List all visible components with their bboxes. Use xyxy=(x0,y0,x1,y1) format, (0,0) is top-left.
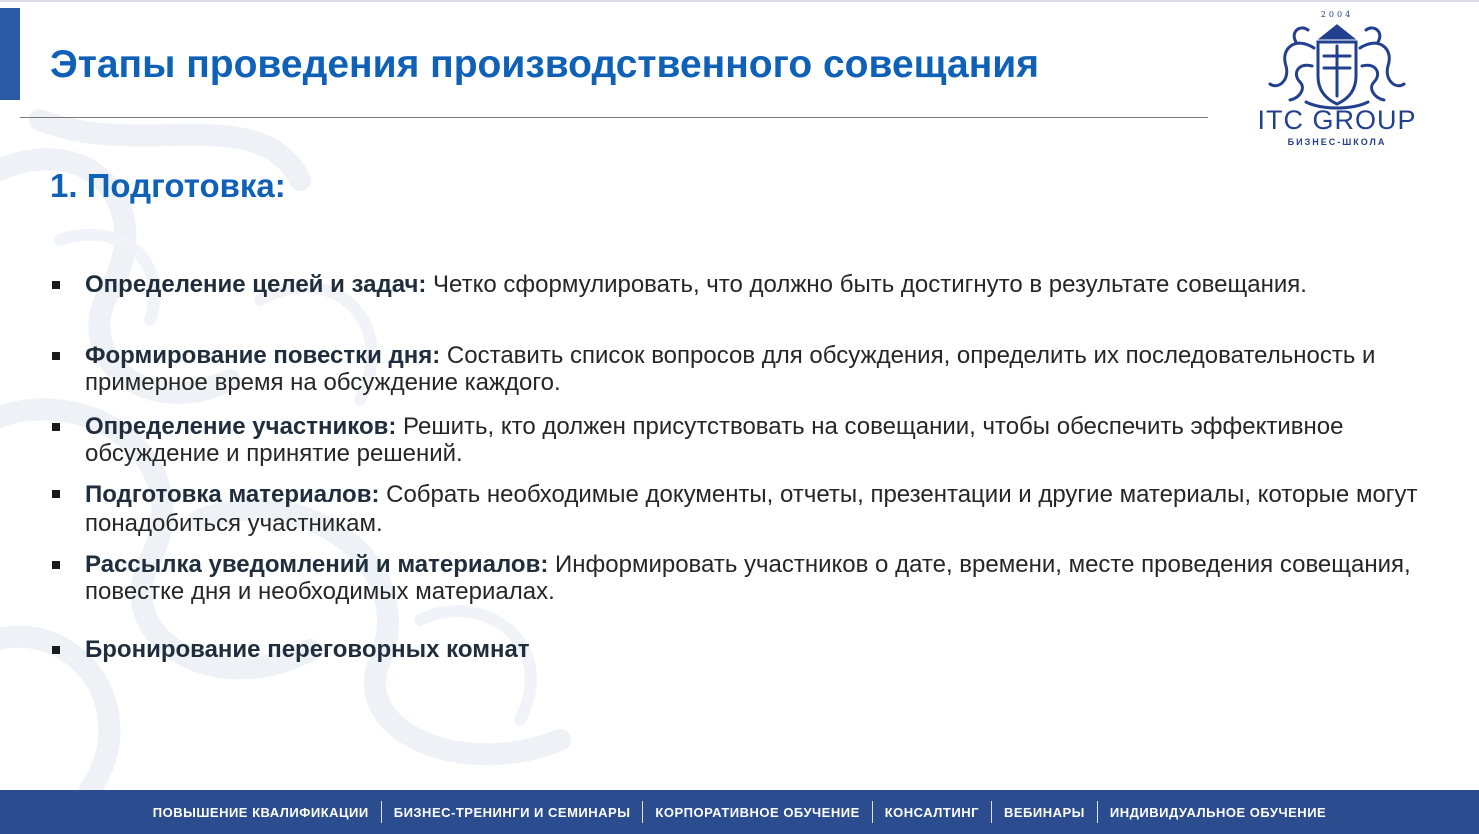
itc-group-logo xyxy=(1234,8,1440,150)
title-divider xyxy=(20,117,1208,118)
bullet-body xyxy=(85,413,1440,467)
bullet-text: Составить список вопросов для обсуждения, определить их последовательность и примерное время на обсуждение каждого. xyxy=(85,342,1376,396)
nav-item-webinars[interactable]: ВЕБИНАРЫ xyxy=(1003,804,1085,820)
page-title: Этапы проведения производственного совещания xyxy=(50,43,1040,86)
bullet-term: Рассылка уведомлений и материалов: xyxy=(85,551,549,578)
title-accent-bar xyxy=(0,8,20,100)
bullet-term: Определение участников: xyxy=(85,413,397,440)
nav-separator xyxy=(991,801,992,823)
nav-item-trainings[interactable]: БИЗНЕС-ТРЕНИНГИ И СЕМИНАРЫ xyxy=(393,804,631,820)
bullet-text: Собрать необходимые документы, отчеты, презентации и другие материалы, которые могут понадобиться участникам. xyxy=(85,481,1418,537)
nav-item-individual[interactable]: ИНДИВИДУАЛЬНОЕ ОБУЧЕНИЕ xyxy=(1109,804,1327,820)
bullet-term: Определение целей и задач: xyxy=(85,271,427,298)
nav-item-consulting[interactable]: КОНСАЛТИНГ xyxy=(884,804,979,820)
square-bullet-icon xyxy=(52,646,60,654)
bullet-text: Четко сформулировать, что должно быть достигнуто в результате совещания. xyxy=(426,271,1307,298)
nav-separator xyxy=(381,801,382,823)
bullet-body xyxy=(85,271,1440,298)
bullet-term: Формирование повестки дня: xyxy=(85,342,441,369)
bullet-text: Информировать участников о дате, времени, месте проведения совещания, повестке дня и необходимых материалах. xyxy=(85,551,1411,605)
bullet-body xyxy=(85,636,1440,663)
square-bullet-icon xyxy=(52,281,60,289)
square-bullet-icon xyxy=(52,561,60,569)
logo-tagline: БИЗНЕС-ШКОЛА xyxy=(1287,137,1387,147)
logo-year: 2004 xyxy=(1320,10,1354,19)
section-heading: 1. Подготовка: xyxy=(50,167,286,204)
nav-item-corporate[interactable]: КОРПОРАТИВНОЕ ОБУЧЕНИЕ xyxy=(655,804,860,820)
nav-separator xyxy=(872,801,873,823)
bullet-term: Бронирование переговорных комнат xyxy=(85,636,530,663)
crest-icon xyxy=(1266,18,1408,110)
footer-nav xyxy=(0,790,1479,834)
nav-separator xyxy=(1097,801,1098,823)
nav-separator xyxy=(642,801,643,823)
logo-name: ITC GROUP xyxy=(1257,105,1417,135)
bullet-body xyxy=(85,480,1440,538)
square-bullet-icon xyxy=(52,352,60,360)
bullet-text: Решить, кто должен присутствовать на совещании, чтобы обеспечить эффективное обсуждение и принятие решений. xyxy=(85,413,1344,467)
square-bullet-icon xyxy=(52,490,60,498)
square-bullet-icon xyxy=(52,423,60,431)
bullet-body xyxy=(85,551,1440,605)
bullet-body xyxy=(85,342,1440,396)
bullet-term: Подготовка материалов: xyxy=(85,481,380,508)
nav-item-qualification[interactable]: ПОВЫШЕНИЕ КВАЛИФИКАЦИИ xyxy=(152,804,369,820)
